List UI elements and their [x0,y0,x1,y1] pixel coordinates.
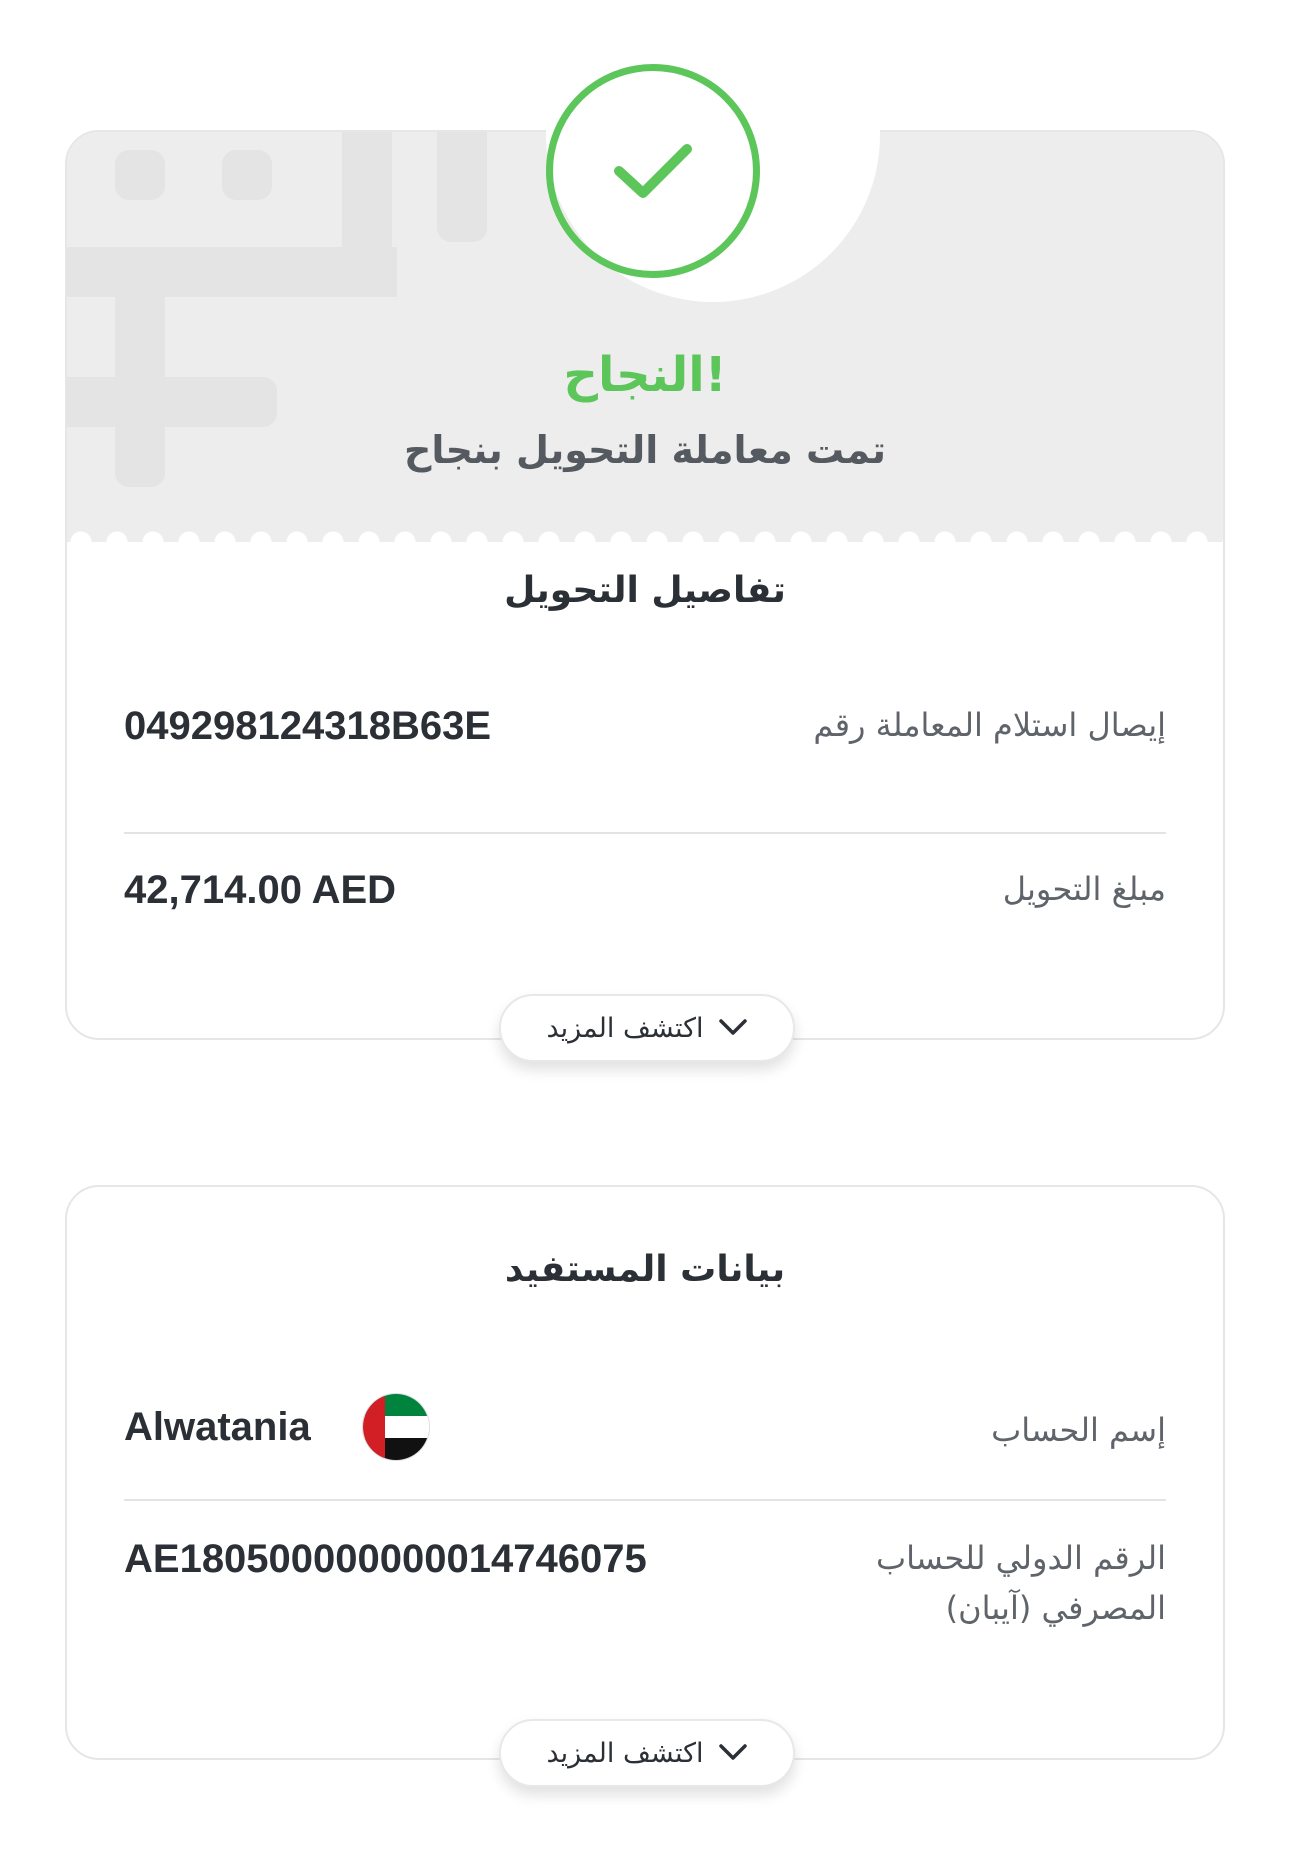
banner-scallop-edge [67,528,1223,542]
iban-row [124,1533,1166,1643]
banner-decoration [222,150,272,200]
transfer-amount-value: 42,714.00 AED [124,868,397,912]
divider [124,1499,1166,1501]
transfer-amount-row [124,864,1166,924]
show-more-label: اكتشف المزيد [546,1012,704,1044]
chevron-down-icon [718,1738,748,1769]
receipt-number-value: 049298124318B63E [124,704,492,748]
beneficiary-title: بيانات المستفيد [504,1249,786,1290]
success-title: النجاح! [563,347,727,403]
receipt-number-row [124,700,1166,810]
uae-flag-icon [362,1393,430,1461]
transfer-details-title: تفاصيل التحويل [504,570,786,611]
show-more-button[interactable] [499,1719,795,1787]
account-name-value: Alwatania [124,1405,311,1449]
account-name-label: إسم الحساب [991,1411,1166,1449]
receipt-number-label: إيصال استلام المعاملة رقم [813,706,1166,744]
show-more-button[interactable] [499,994,795,1062]
banner-decoration [115,150,165,200]
transfer-details-card [65,130,1225,1044]
show-more-label: اكتشف المزيد [546,1737,704,1769]
iban-value: AE180500000000014746075 [124,1537,647,1581]
divider [124,832,1166,834]
banner-decoration [437,132,487,242]
banner-decoration [342,132,392,297]
success-check-icon [546,64,760,278]
chevron-down-icon [718,1013,748,1044]
transfer-amount-label: مبلغ التحويل [1002,870,1166,908]
account-name-row [124,1393,1166,1463]
beneficiary-card [65,1185,1225,1769]
iban-label: الرقم الدولي للحساب المصرفي (آيبان) [876,1539,1166,1627]
success-subtitle: تمت معاملة التحويل بنجاح [403,428,886,472]
